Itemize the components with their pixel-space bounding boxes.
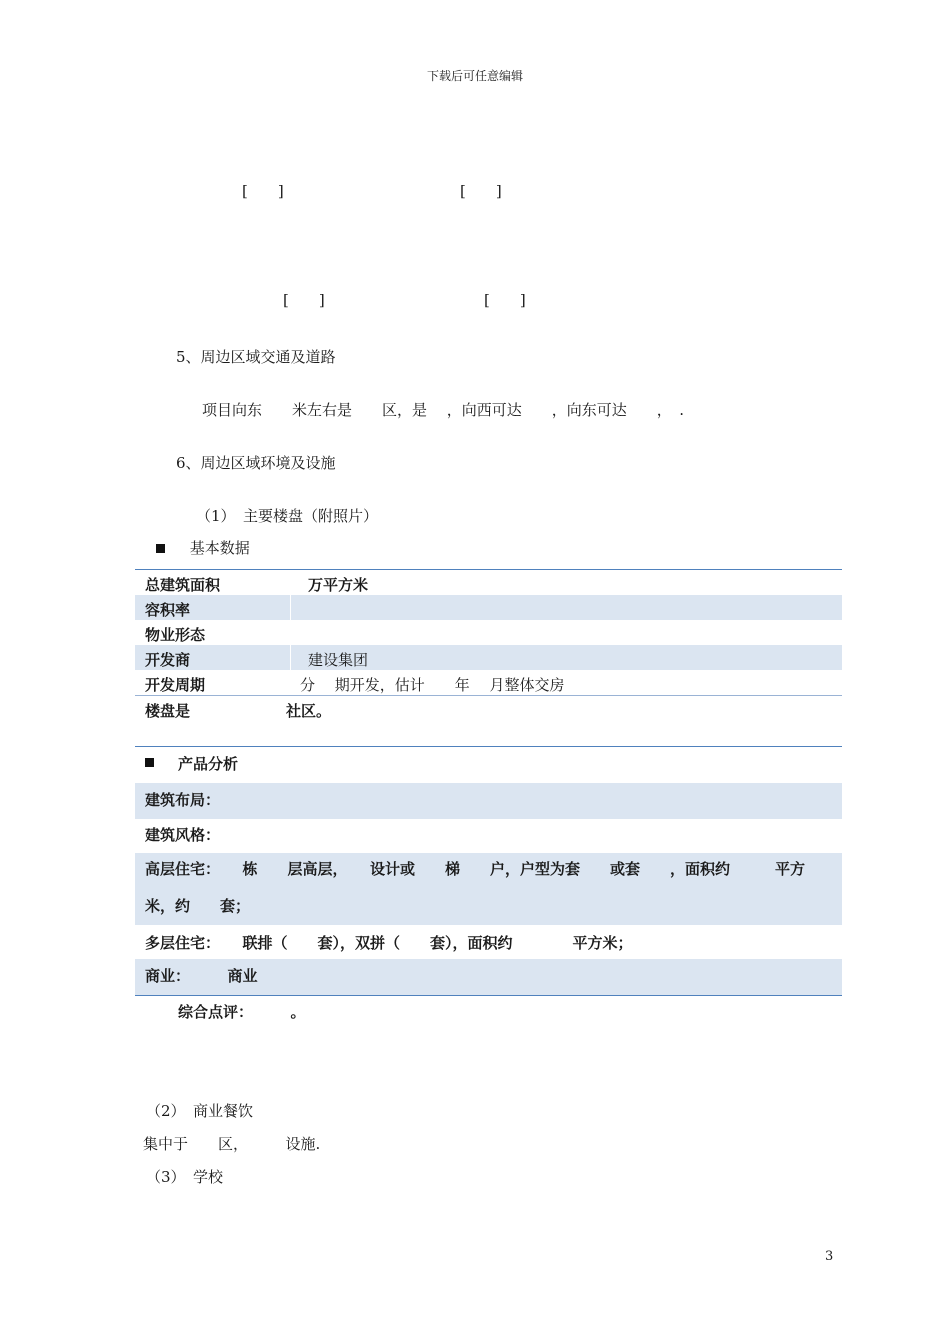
- traffic-description: 项目向东 米左右是 区，是 ，向西可达 ，向东可达 ， .: [202, 401, 685, 419]
- bracket-placeholder: [ ]: [242, 182, 284, 200]
- row-label: 开发商: [145, 651, 191, 669]
- square-bullet-icon: [156, 544, 165, 553]
- table-row: [135, 695, 842, 747]
- section-title: 6、周边区域环境及设施: [176, 454, 336, 472]
- section-title: 5、周边区域交通及道路: [176, 348, 336, 366]
- subsection-title: （1） 主要楼盘（附照片）: [196, 507, 379, 525]
- table-row: [135, 620, 842, 645]
- product-analysis-heading: 产品分析: [178, 755, 239, 773]
- subsection-title: （2） 商业餐饮: [146, 1102, 254, 1120]
- table-row: [135, 670, 842, 695]
- table-row: [135, 747, 842, 783]
- page-header: 下载后可任意编辑: [426, 69, 523, 83]
- row-label: 容积率: [145, 601, 191, 619]
- multi-storey-description: 多层住宅： 联排（ 套），双拼（ 套），面积约 平方米；: [145, 934, 633, 952]
- commercial-description: 商业： 商业: [145, 967, 258, 985]
- row-value: 社区。: [286, 702, 332, 720]
- subsection-title: （3） 学校: [146, 1168, 224, 1186]
- bracket-placeholder: [ ]: [484, 291, 526, 309]
- bracket-placeholder: [ ]: [283, 291, 325, 309]
- table-row: [135, 783, 842, 819]
- row-label: 物业形态: [145, 626, 206, 644]
- table-row: [135, 925, 842, 959]
- square-bullet-icon: [145, 758, 154, 767]
- high-rise-description: 米，约 套；: [145, 897, 251, 915]
- row-label: 开发周期: [145, 676, 206, 694]
- table-row: [135, 570, 842, 595]
- row-label: 楼盘是: [145, 702, 191, 720]
- building-layout-label: 建筑布局：: [145, 791, 221, 809]
- table-row: [135, 959, 842, 995]
- basic-data-table: [135, 569, 842, 747]
- row-value: 分 期开发，估计 年 月整体交房: [300, 676, 565, 694]
- row-value: 万平方米: [308, 576, 369, 594]
- page-number: 3: [825, 1249, 834, 1264]
- basic-data-heading: 基本数据: [156, 537, 250, 558]
- table-row: [135, 645, 842, 670]
- dining-description: 集中于 区， 设施.: [143, 1135, 321, 1153]
- table-row: [135, 819, 842, 853]
- high-rise-description: 高层住宅： 栋 层高层， 设计或 梯 户，户型为套 或套 ，面积约 平方: [145, 860, 806, 878]
- row-label: 总建筑面积: [145, 576, 221, 594]
- table-row: [135, 595, 842, 620]
- building-style-label: 建筑风格：: [145, 826, 221, 844]
- product-analysis-table: [135, 746, 842, 996]
- overall-review: 综合点评： 。: [178, 1003, 306, 1021]
- table-row: [135, 853, 842, 925]
- bracket-placeholder: [ ]: [460, 182, 502, 200]
- row-value: 建设集团: [308, 651, 369, 669]
